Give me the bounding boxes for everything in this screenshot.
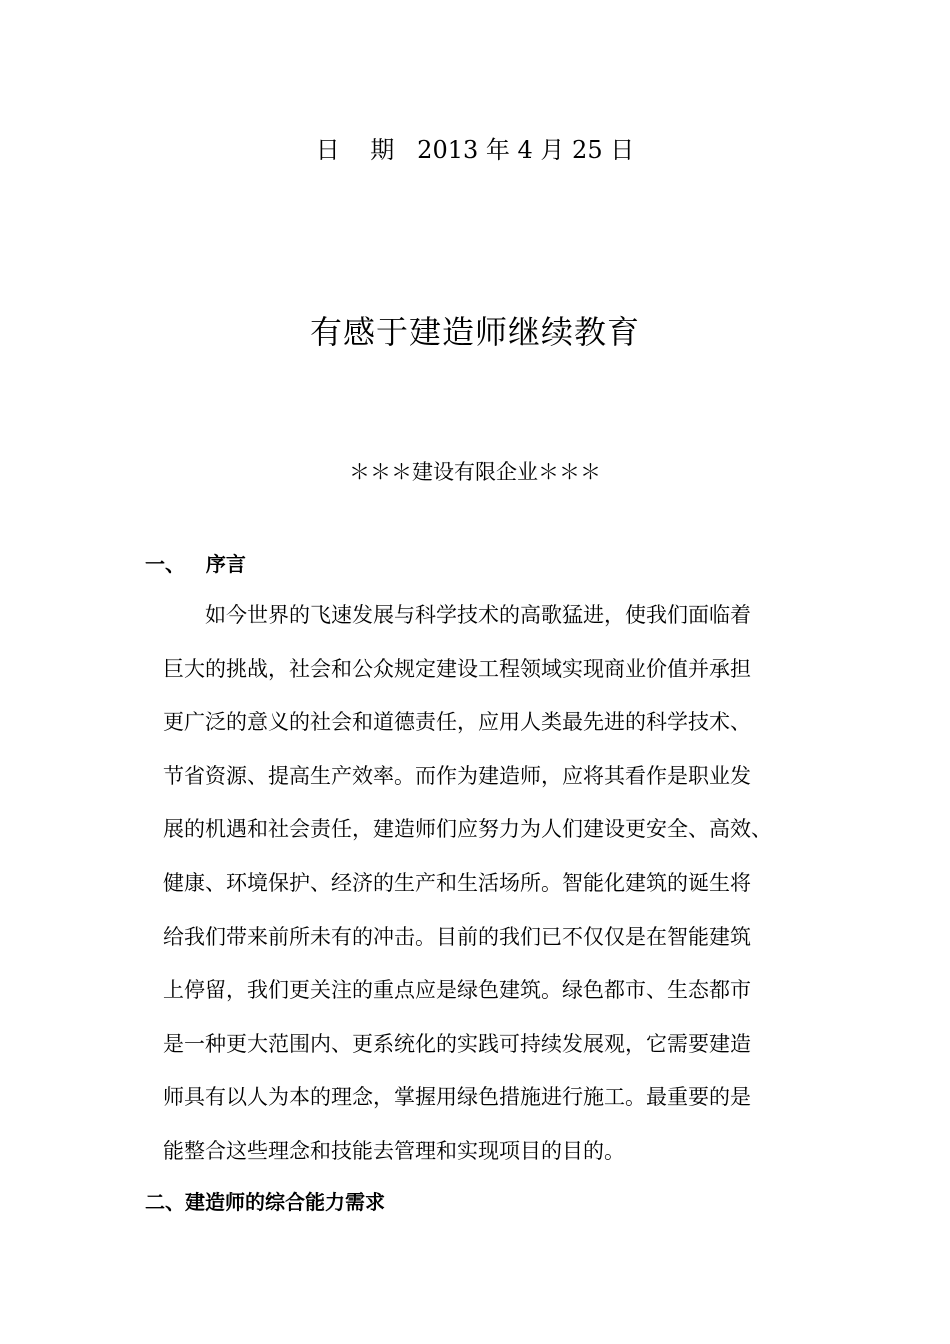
paragraph-line: 上停留，我们更关注的重点应是绿色建筑。绿色都市、生态都市 [163,978,751,1003]
paragraph-line: 能整合这些理念和技能去管理和实现项目的目的。 [163,1138,625,1163]
paragraph-line: 健康、环境保护、经济的生产和生活场所。智能化建筑的诞生将 [163,870,751,895]
paragraph-line: 节省资源、提高生产效率。而作为建造师，应将其看作是职业发 [163,763,751,788]
document-title: 有感于建造师继续教育 [309,313,640,351]
paragraph-line: 给我们带来前所未有的冲击。目前的我们已不仅仅是在智能建筑 [163,924,751,949]
paragraph-line: 是一种更大范围内、更系统化的实践可持续发展观，它需要建造 [163,1031,751,1056]
paragraph-line: 师具有以人为本的理念，掌握用绿色措施进行施工。最重要的是 [163,1085,751,1110]
paragraph-line: 更广泛的意义的社会和道德责任，应用人类最先进的科学技术、 [163,710,751,735]
section-heading-abilities: 二、建造师的综合能力需求 [145,1190,385,1214]
preface-paragraph [163,597,843,1187]
paragraph-line: 如今世界的飞速发展与科学技术的高歌猛进，使我们面临着 [205,603,751,627]
section-heading-preface: 一、 序言 [145,552,246,576]
paragraph-line: 巨大的挑战，社会和公众规定建设工程领域实现商业价值并承担 [163,656,751,681]
company-name: ＊＊＊建设有限企业＊＊＊ [349,460,601,484]
date-line: 日 期 2013 年 4 月 25 日 [315,136,635,164]
paragraph-line: 展的机遇和社会责任，建造师们应努力为人们建设更安全、高效、 [163,817,772,842]
